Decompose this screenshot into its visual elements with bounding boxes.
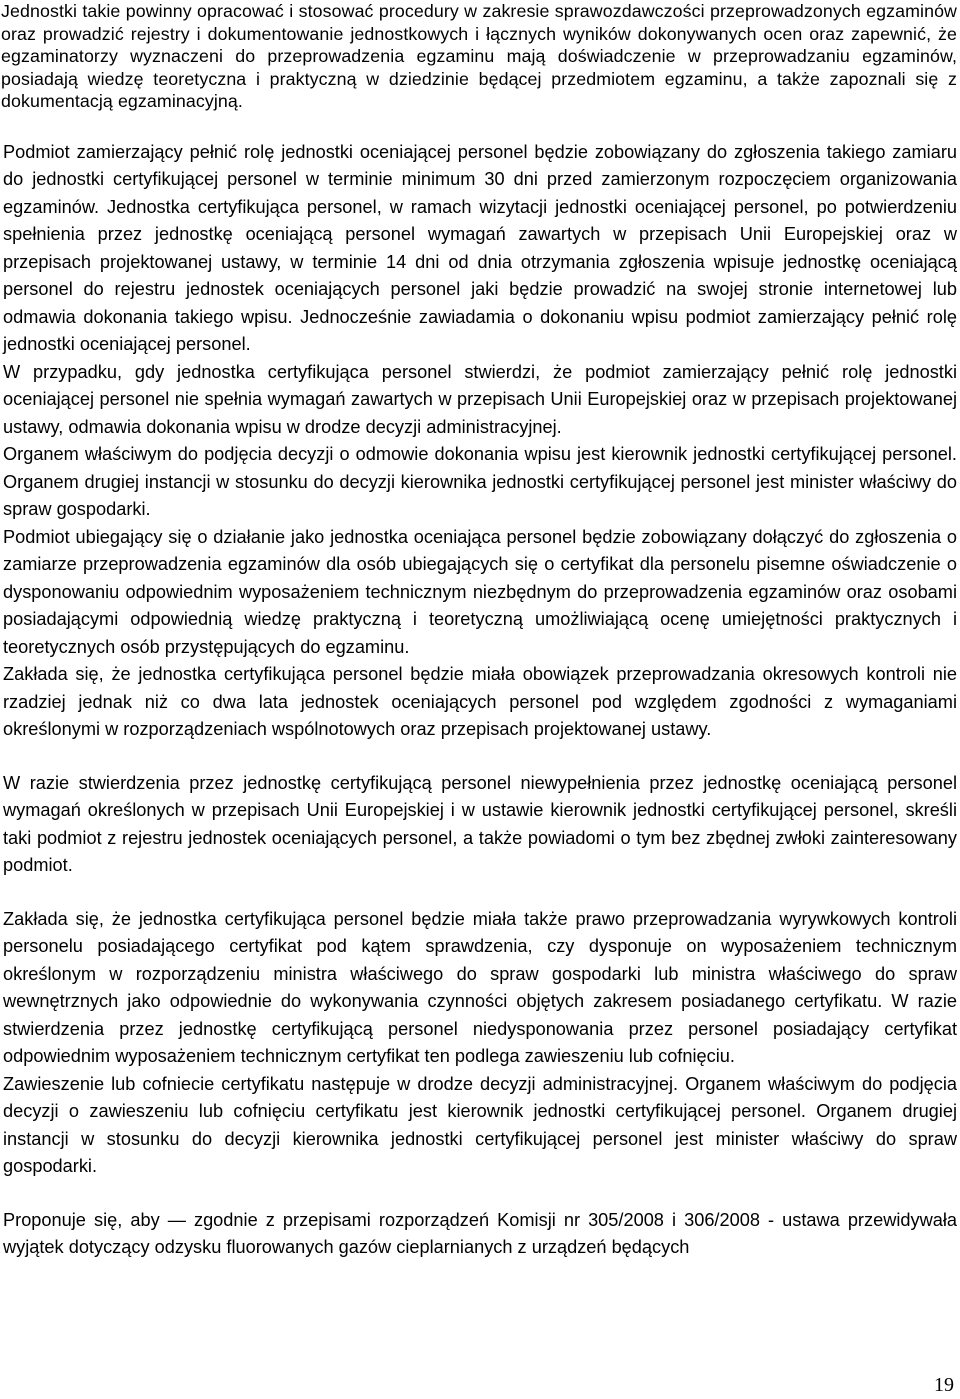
paragraph-suspension-of-certificate: Zawieszenie lub cofniecie certyfikatu następuje w drodze decyzji administracyjnej. Organem właściwym do podjęcia decyzji o zawieszeniu lub cofnięciu certyfikatu jest kierownik jednostki certyfikującej personel. Organem drugiej instancji w stosunku do decyzji kierownika jednostki certyfikującej personel jest minister właściwy do spraw gospodarki. [3,1073,957,1176]
paragraph-exemption-proposal: Proponuje się, aby — zgodnie z przepisami rozporządzeń Komisji nr 305/2008 i 306/2008 - ustawa przewidywała wyjątek dotyczący odzysku fluorowanych gazów cieplarnianych z urządzeń będących [3,1209,957,1257]
paragraph-spacer [0,744,960,770]
paragraph-spacer [0,880,960,906]
paragraph-periodic-inspections: Zakłada się, że jednostka certyfikująca personel będzie miała obowiązek przeprowadzania okresowych kontroli nie rzadziej jednak niż co dwa lata jednostek oceniających personel pod względem zgodności z wymaganiami określonymi w rozporządzeniach wspólnotowych oraz przepisach projektowanej ustawy. [3,664,957,739]
page-number: 19 [934,1374,954,1396]
paragraph-notification-of-intent: Podmiot zamierzający pełnić rolę jednostki oceniającej personel będzie zobowiązany do zgłoszenia takiego zamiaru do jednostki certyfikującej personel w terminie minimum 30 dni przed zamierzonym rozpoczęciem organizowania egzaminów. Jednostka certyfikująca personel, w ramach wizytacji jednostki oceniającej personel, po potwierdzeniu spełnienia przez jednostkę oceniającą personel wymagań zawartych w przepisach Unii Europejskiej oraz w przepisach projektowanej ustawy, w terminie 14 dni od dnia otrzymania zgłoszenia wpisuje jednostkę oceniającą personel do rejestru jednostek oceniających personel jaki będzie prowadzić na swojej stronie internetowej lub odmawia dokonania takiego wpisu. Jednocześnie zawiadamia o dokonaniu wpisu podmiot zamierzający pełnić rolę jednostki oceniającej personel. [3,141,957,354]
paragraph-examiner-procedures: Jednostki takie powinny opracować i stosować procedury w zakresie sprawozdawczości przeprowadzonych egzaminów oraz prowadzić rejestry i dokumentowanie jednostkowych i łącznych wyników dokonywanych ocen oraz zapewnić, że egzaminatorzy wyznaczeni do przeprowadzenia egzaminu mają doświadczenie w przeprowadzaniu egzaminów, posiadają wiedzę teoretyczna i praktyczną w dziedzinie będącej przedmiotem egzaminu, a także zapoznali się z dokumentacją egzaminacyjną. [1,1,957,111]
paragraph-spacer [0,113,960,139]
paragraph-random-inspections: Zakłada się, że jednostka certyfikująca personel będzie miała także prawo przeprowadzania wyrywkowych kontroli personelu posiadającego certyfikat pod kątem sprawdzenia, czy dysponuje on wyposażeniem technicznym określonym w rozporządzeniu ministra właściwego do spraw gospodarki lub ministra właściwego do spraw wewnętrznych jako odpowiednie do wykonywania czynności objętych zakresem posiadanego certyfikatu. W razie stwierdzenia przez jednostkę certyfikującą personel niedysponowania przez personel posiadający certyfikat odpowiednim wyposażeniem technicznym certyfikat ten podlega zawieszeniu lub cofnięciu. [3,908,957,1066]
paragraph-competent-authority: Organem właściwym do podjęcia decyzji o odmowie dokonania wpisu jest kierownik jednostki certyfikującej personel. Organem drugiej instancji w stosunku do decyzji kierownika jednostki certyfikującej personel jest minister właściwy do spraw gospodarki. [3,444,957,519]
paragraph-declaration-of-equipment: Podmiot ubiegający się o działanie jako jednostka oceniająca personel będzie zobowiązany dołączyć do zgłoszenia o zamiarze przeprowadzenia egzaminów dla osób ubiegających się o certyfikat dla personelu pisemne oświadczenie o dysponowaniu odpowiednim wyposażeniem technicznym niezbędnym do przeprowadzenia egzaminów oraz osobami posiadającymi odpowiednią wiedzę praktyczną i teoretyczną umożliwiającą ocenę umiejętności praktycznych i teoretycznych osób przystępujących do egzaminu. [3,526,957,657]
paragraph-spacer [0,1181,960,1207]
paragraph-removal-from-register: W razie stwierdzenia przez jednostkę certyfikującą personel niewypełnienia przez jednostkę oceniającą personel wymagań określonych w przepisach Unii Europejskiej i w ustawie kierownik jednostki certyfikującej personel, skreśli taki podmiot z rejestru jednostek oceniających personel, a także powiadomi o tym bez zbędnej zwłoki zainteresowany podmiot. [3,772,957,875]
paragraph-refusal-of-entry: W przypadku, gdy jednostka certyfikująca personel stwierdzi, że podmiot zamierzający pełnić rolę jednostki oceniającej personel nie spełnia wymagań zawartych w przepisach Unii Europejskiej oraz w przepisach projektowanej ustawy, odmawia dokonania wpisu w drodze decyzji administracyjnej. [3,361,957,437]
